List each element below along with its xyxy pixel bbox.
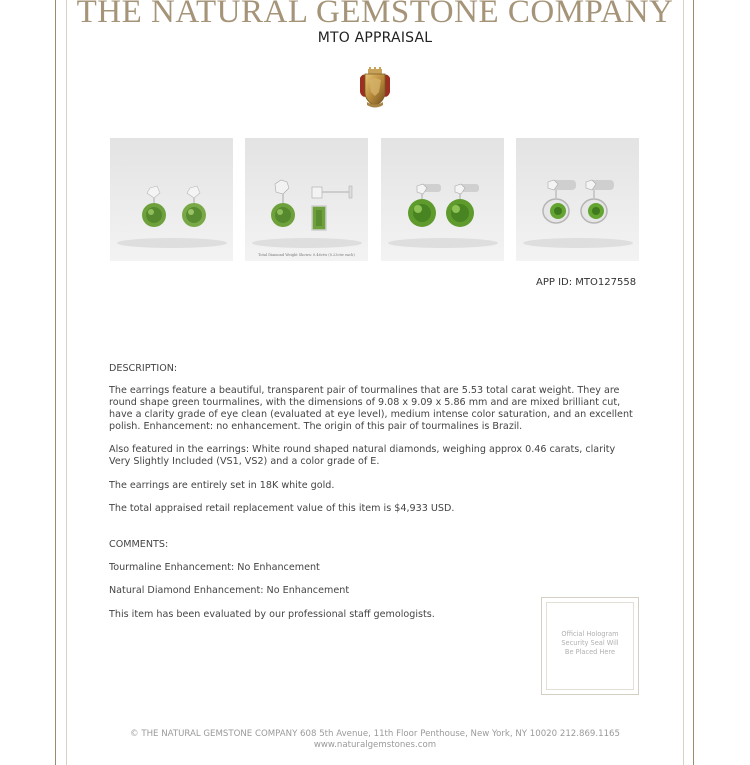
hologram-seal-placeholder <box>541 597 639 695</box>
crest-logo-icon <box>357 66 393 110</box>
comment-tourmaline-enhancement: Tourmaline Enhancement: No Enhancement <box>109 562 320 573</box>
earrings-side-view-image <box>245 138 368 261</box>
footer-website-link[interactable]: www.naturalgemstones.com <box>313 740 437 750</box>
earrings-image <box>110 138 233 261</box>
description-paragraph-1: The earrings feature a beautiful, transparent pair of tourmalines that are 5.53 total carat weight. They are round shape green tourmalines, with the dimensions of 9.08 x 9.09 x 5.86 mm and are mixed brilliant cut, have a clarity grade of eye clean (evaluated at eye level), medium intense color saturation, and an excellent polish. Enhancement: no enhancement. The origin of this pair of tourmalines is Brazil. <box>109 385 633 432</box>
seal-text-line-1: Official Hologram <box>561 630 619 638</box>
product-photo-1[interactable] <box>110 138 233 261</box>
photo-caption: Total Diamond Weight Shown: 0.46ctw (0.23ctw each) <box>258 253 355 257</box>
earrings-back-image <box>516 138 639 261</box>
description-paragraph-3: The earrings are entirely set in 18K white gold. <box>109 480 335 491</box>
seal-text-line-2: Security Seal Will <box>561 639 619 647</box>
description-heading: DESCRIPTION: <box>109 363 178 374</box>
product-photo-3[interactable] <box>381 138 504 261</box>
comment-diamond-enhancement: Natural Diamond Enhancement: No Enhancement <box>109 585 350 596</box>
product-photo-2[interactable] <box>245 138 368 261</box>
comment-evaluation-statement: This item has been evaluated by our professional staff gemologists. <box>109 609 435 620</box>
comments-heading: COMMENTS: <box>109 539 169 550</box>
earrings-angled-image <box>381 138 504 261</box>
footer-address: © THE NATURAL GEMSTONE COMPANY 608 5th Avenue, 11th Floor Penthouse, New York, NY 10020 212.869.1165 <box>130 729 620 739</box>
product-photo-4[interactable] <box>516 138 639 261</box>
document-title: MTO APPRAISAL <box>317 30 433 46</box>
seal-text-line-3: Be Placed Here <box>564 648 616 656</box>
seal-text <box>542 630 638 657</box>
appraised-value: The total appraised retail replacement value of this item is $4,933 USD. <box>109 503 455 514</box>
description-paragraph-2: Also featured in the earrings: White round shaped natural diamonds, weighing approx 0.46 carats, clarity Very Slightly Included (VS1, VS2) and a color grade of E. <box>109 444 616 467</box>
company-name: THE NATURAL GEMSTONE COMPANY <box>76 0 674 30</box>
app-id: APP ID: MTO127558 <box>536 277 637 288</box>
